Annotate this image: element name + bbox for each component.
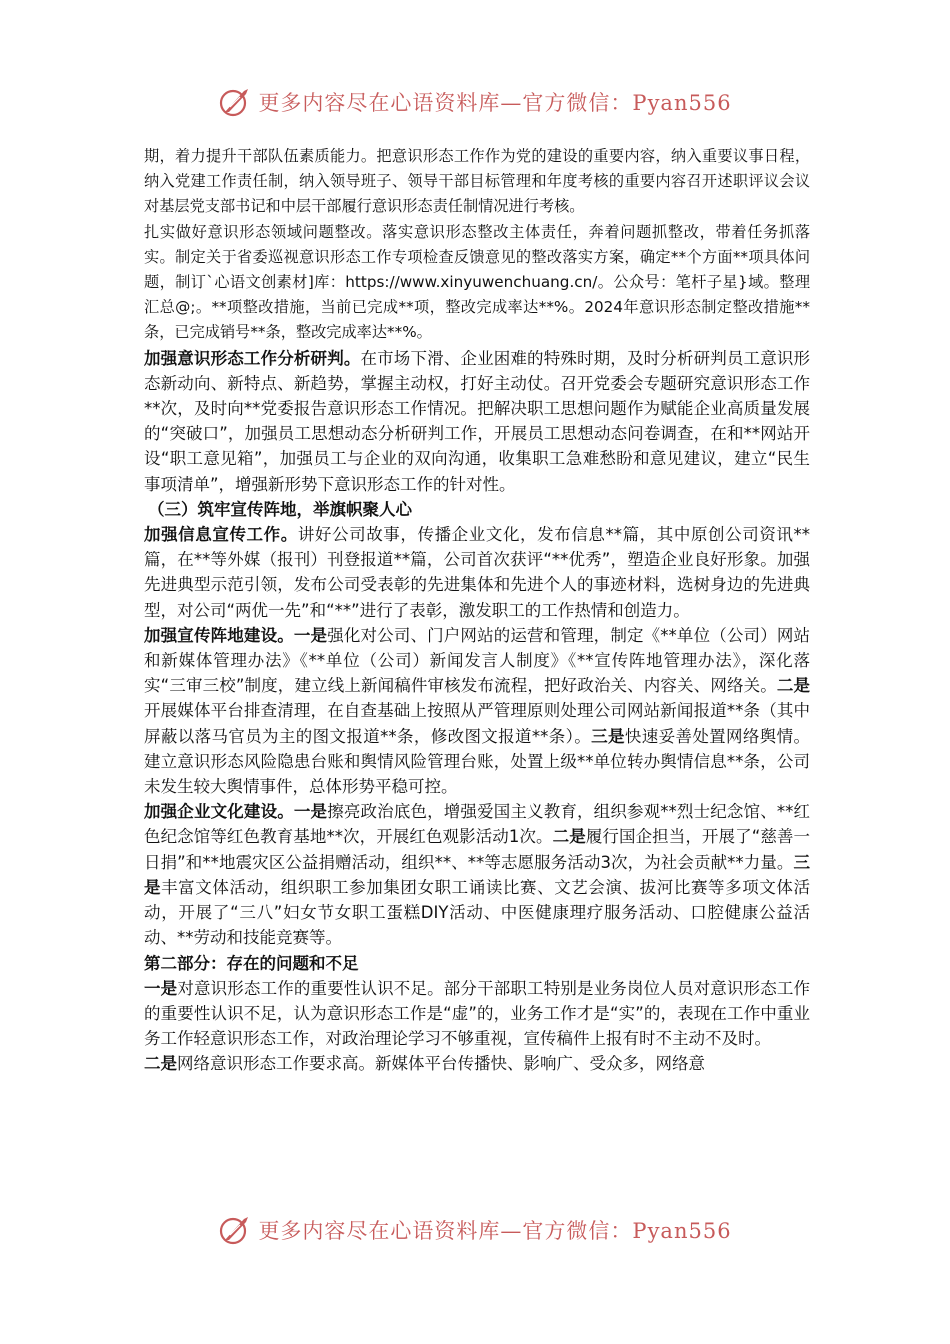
paragraph-text: 开展媒体平台排查清理，在自查基础上按照从严管理原则处理公司网站新闻报道**条（其中屏蔽以落马官员为主的图文报道**条，修改图文报道**条）。: [144, 701, 810, 746]
paragraph-lead: 加强企业文化建设。: [144, 802, 294, 822]
point-marker: 一是: [144, 978, 178, 998]
point-marker: 二是: [552, 827, 586, 847]
paragraph-analysis: [144, 346, 810, 497]
header-banner: [0, 82, 950, 122]
point-marker: 一是: [293, 625, 328, 645]
paragraph-text: 讲好公司故事，传播企业文化，发布信息**篇，其中原创公司资讯**篇，在**等外媒（报刊）刊登报道**篇，公司首次获评“**优秀”，塑造企业良好形象。加强先进典型示范引领，发布公司受表彰的先进集体和先进个人的事迹材料，选树身边的先进典型，对公司“两优一先”和“**”进行了表彰，激发职工的工作热情和创造力。: [144, 525, 811, 620]
point-marker: 三是: [591, 726, 625, 746]
point-marker: 二是: [144, 1054, 177, 1074]
banner-text: 更多内容尽在心语资料库—官方微信：Pyan556: [258, 91, 732, 115]
paragraph-rectification: 扎实做好意识形态领域问题整改。落实意识形态整改主体责任，奔着问题抓整改，带着任务抓落实。制定关于省委巡视意识形态工作专项检查反馈意见的整改落实方案，确定**个方面**项具体问题，制订`心语文创素材]库：https://www.xinyuwenchuang.cn/。公众号：笔杆子星}域。整理汇总@;。**项整改措施，当前已完成**项，整改完成率达**%。2024年意识形态制定整改措施**条，已完成销号**条，整改完成率达**%。: [144, 222, 810, 342]
paragraph-problem-1: [144, 976, 810, 1052]
paragraph-text: 丰富文体活动，组织职工参加集团女职工诵读比赛、文艺会演、拔河比赛等多项文体活动，开展了“三八”妇女节女职工蛋糕DIY活动、中医健康理疗服务活动、口腔健康公益活动、**劳动和技能竞赛等。: [144, 877, 811, 948]
paragraph-lead: 加强宣传阵地建设。: [144, 625, 294, 645]
banner-text: 更多内容尽在心语资料库—官方微信：Pyan556: [258, 1219, 732, 1243]
section-heading-3: （三）筑牢宣传阵地，举旗帜聚人心: [148, 499, 412, 519]
paragraph-culture: [144, 799, 810, 950]
paragraph-lead: 加强意识形态工作分析研判。: [144, 348, 361, 368]
quill-logo-icon: [218, 1213, 252, 1247]
point-marker: 三是: [144, 852, 810, 897]
paragraph-text: 履行国企担当，开展了“慈善一日捐”和**地震灾区公益捐赠活动，组织**、**等志愿服务活动3次，为社会贡献**力量。: [144, 827, 810, 872]
paragraph-cadre-ability: 期，着力提升干部队伍素质能力。把意识形态工作作为党的建设的重要内容，纳入重要议事日程，纳入党建工作责任制，纳入领导班子、领导干部目标管理和年度考核的重要内容召开述职评议会议对基层党支部书记和中层干部履行意识形态责任制情况进行考核。: [144, 147, 810, 216]
paragraph-publicity: [144, 522, 810, 623]
paragraph-problem-2: [144, 1051, 810, 1076]
paragraph-text: 对意识形态工作的重要性认识不足。部分干部职工特别是业务岗位人员对意识形态工作的重要性认识不足，认为意识形态工作是“虚”的，业务工作才是“实”的，表现在工作中重业务工作轻意识形态工作，对政治理论学习不够重视，宣传稿件上报有时不主动不及时。: [144, 978, 811, 1049]
paragraph-text: 网络意识形态工作要求高。新媒体平台传播快、影响广、受众多，网络意: [177, 1054, 705, 1074]
footer-banner: [0, 1210, 950, 1250]
paragraph-lead: 加强信息宣传工作。: [144, 525, 298, 545]
paragraph-text: 在市场下滑、企业困难的特殊时期，及时分析研判员工意识形态新动向、新特点、新趋势，掌握主动权，打好主动仗。召开党委会专题研究意识形态工作**次，及时向**党委报告意识形态工作情况。把解决职工思想问题作为赋能企业高质量发展的“突破口”，加强员工思想动态分析研判工作，开展员工思想动态问卷调查，在和**网站开设“职工意见箱”，加强员工与企业的双向沟通，收集职工急难愁盼和意见建议，建立“民生事项清单”，增强新形势下意识形态工作的针对性。: [144, 348, 811, 494]
paragraph-text: 擦亮政治底色，增强爱国主义教育，组织参观**烈士纪念馆、**红色纪念馆等红色教育基地**次，开展红色观影活动1次。: [144, 802, 811, 847]
paragraph-front-building: [144, 623, 810, 799]
point-marker: 一是: [293, 802, 328, 822]
paragraph-text: 强化对公司、门户网站的运营和管理，制定《**单位（公司）网站和新媒体管理办法》《**单位（公司）新闻发言人制度》《**宣传阵地管理办法》，深化落实“三审三校”制度，建立线上新闻稿件审核发布流程，把好政治关、内容关、网络关。: [144, 625, 811, 696]
document-body: [144, 144, 810, 1077]
point-marker: 二是: [776, 676, 810, 696]
paragraph-text: 快速妥善处置网络舆情。建立意识形态风险隐患台账和舆情风险管理台账，处置上级**单位转办舆情信息**条，公司未发生较大舆情事件，总体形势平稳可控。: [144, 726, 811, 797]
quill-logo-icon: [218, 85, 252, 119]
section-heading-part2: 第二部分：存在的问题和不足: [144, 953, 359, 973]
